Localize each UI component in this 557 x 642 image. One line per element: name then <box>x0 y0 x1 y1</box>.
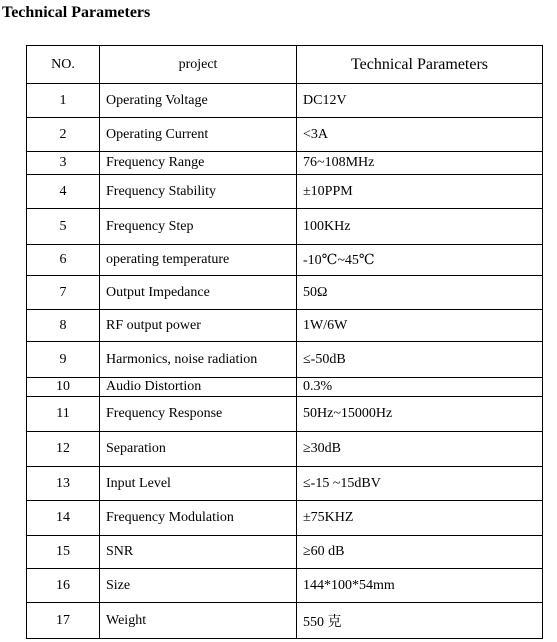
row-number-cell: 7 <box>27 276 100 310</box>
parameter-name-cell: Harmonics, noise radiation <box>100 342 297 378</box>
parameter-name-cell: Output Impedance <box>100 276 297 310</box>
parameter-name-cell: Frequency Step <box>100 209 297 245</box>
header-technical-parameters: Technical Parameters <box>297 46 543 84</box>
parameter-value-cell: ±10PPM <box>297 175 543 209</box>
row-number-cell: 5 <box>27 209 100 245</box>
table-row <box>27 175 543 209</box>
parameter-name-cell: Frequency Modulation <box>100 501 297 536</box>
parameter-value-cell: 50Hz~15000Hz <box>297 397 543 432</box>
parameter-name-cell: Input Level <box>100 467 297 501</box>
header-row <box>27 46 543 84</box>
table-row <box>27 245 543 276</box>
parameter-value-cell: ±75KHZ <box>297 501 543 536</box>
row-number-cell: 11 <box>27 397 100 432</box>
technical-parameters-table <box>26 45 543 639</box>
row-number-cell: 2 <box>27 118 100 152</box>
row-number-cell: 6 <box>27 245 100 276</box>
table-row <box>27 209 543 245</box>
row-number-cell: 4 <box>27 175 100 209</box>
table-row <box>27 536 543 569</box>
parameter-value-cell: 144*100*54mm <box>297 569 543 603</box>
table-row <box>27 501 543 536</box>
parameter-value-cell: ≤-15 ~15dBV <box>297 467 543 501</box>
table-header <box>27 46 543 84</box>
parameter-name-cell: Separation <box>100 432 297 467</box>
row-number-cell: 8 <box>27 310 100 342</box>
row-number-cell: 9 <box>27 342 100 378</box>
row-number-cell: 10 <box>27 378 100 397</box>
table-row <box>27 569 543 603</box>
parameter-value-cell: <3A <box>297 118 543 152</box>
parameter-name-cell: RF output power <box>100 310 297 342</box>
row-number-cell: 15 <box>27 536 100 569</box>
table-row <box>27 310 543 342</box>
row-number-cell: 16 <box>27 569 100 603</box>
page-title: Technical Parameters <box>2 4 151 21</box>
row-number-cell: 17 <box>27 603 100 639</box>
row-number-cell: 14 <box>27 501 100 536</box>
parameter-name-cell: Weight <box>100 603 297 639</box>
table-row <box>27 342 543 378</box>
row-number-cell: 3 <box>27 152 100 175</box>
parameter-value-cell: ≤-50dB <box>297 342 543 378</box>
parameter-value-cell: ≥30dB <box>297 432 543 467</box>
table-row <box>27 276 543 310</box>
table-row <box>27 378 543 397</box>
table-row <box>27 84 543 118</box>
row-number-cell: 13 <box>27 467 100 501</box>
table-row <box>27 152 543 175</box>
parameter-name-cell: Frequency Range <box>100 152 297 175</box>
parameter-value-cell: 1W/6W <box>297 310 543 342</box>
parameter-value-cell: 76~108MHz <box>297 152 543 175</box>
parameter-name-cell: operating temperature <box>100 245 297 276</box>
table-row <box>27 603 543 639</box>
parameter-name-cell: Size <box>100 569 297 603</box>
table-row <box>27 467 543 501</box>
parameter-value-cell: DC12V <box>297 84 543 118</box>
parameter-name-cell: Frequency Response <box>100 397 297 432</box>
header-no: NO. <box>27 46 100 84</box>
table-body <box>27 84 543 639</box>
parameter-name-cell: Frequency Stability <box>100 175 297 209</box>
parameter-value-cell: 550 克 <box>297 603 543 639</box>
row-number-cell: 12 <box>27 432 100 467</box>
parameter-value-cell: 0.3% <box>297 378 543 397</box>
parameter-name-cell: Operating Current <box>100 118 297 152</box>
parameter-name-cell: SNR <box>100 536 297 569</box>
header-project: project <box>100 46 297 84</box>
parameter-name-cell: Audio Distortion <box>100 378 297 397</box>
parameter-name-cell: Operating Voltage <box>100 84 297 118</box>
parameter-value-cell: -10℃~45℃ <box>297 245 543 276</box>
parameter-value-cell: ≥60 dB <box>297 536 543 569</box>
parameter-value-cell: 50Ω <box>297 276 543 310</box>
row-number-cell: 1 <box>27 84 100 118</box>
parameter-value-cell: 100KHz <box>297 209 543 245</box>
table-row <box>27 397 543 432</box>
table-row <box>27 118 543 152</box>
table-row <box>27 432 543 467</box>
